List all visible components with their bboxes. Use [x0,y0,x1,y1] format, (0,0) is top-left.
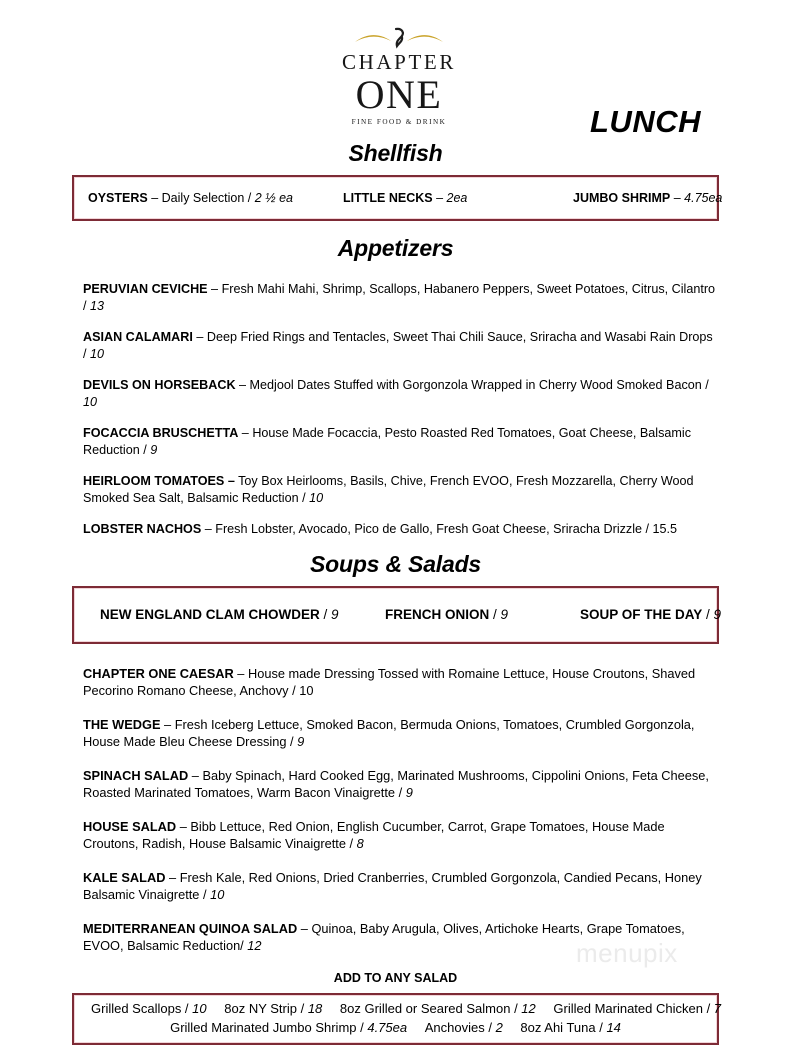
addon-item [340,1001,536,1016]
item-desc: / [319,607,331,622]
item-price: 9 [331,607,339,622]
item-name: SPINACH SALAD [83,767,189,783]
item-name: PERUVIAN CEVICHE [83,282,208,296]
menu-item [83,818,717,853]
menu-item [83,665,717,700]
addon-label: Grilled Scallops / [91,1000,193,1016]
item-price: 8 [356,836,364,851]
addon-item [553,1001,721,1016]
item-name: SOUP OF THE DAY [580,607,703,622]
spacer [0,538,791,551]
shellfish-item-oysters [88,191,343,205]
addon-item [170,1020,407,1035]
menu-item [83,281,717,314]
addon-price: 7 [713,1000,722,1016]
item-desc: – Baby Spinach, Hard Cooked Egg, Marinated Mushrooms, Cippolini Onions, Feta Cheese, Roasted Marinated Tomatoes, Warm Bacon Vinaigrette / [83,767,709,800]
item-desc: Toy Box Heirlooms, Basils, Chive, French EVOO, Fresh Mozzarella, Cherry Wood Smoked Sea Salt, Balsamic Reduction / [83,474,694,505]
item-price: 9 [297,734,305,749]
item-price: 9 [713,607,722,622]
addon-label: 8oz NY Strip / [224,1000,308,1016]
item-price: 10 [83,394,98,409]
menu-item [83,473,717,506]
item-price: 2ea [446,191,468,205]
menu-item [83,425,717,458]
item-desc: / [489,607,501,622]
addons-row-1 [84,999,722,1018]
addon-item [224,1001,322,1016]
addon-item [91,1001,207,1016]
menu-item [83,521,717,538]
shellfish-item-little-necks [343,191,573,205]
addon-price: 4.75ea [367,1019,408,1035]
item-dash: – [432,191,447,205]
addon-label: Grilled Marinated Jumbo Shrimp / [170,1019,368,1035]
section-title-soups-salads: Soups & Salads [309,550,482,577]
menu-item [83,767,717,802]
item-desc: – Bibb Lettuce, Red Onion, English Cucumber, Carrot, Grape Tomatoes, House Made Croutons, Radish, House Balsamic Vinaigrette / [83,818,665,851]
item-name: NEW ENGLAND CLAM CHOWDER [100,607,320,622]
item-desc: / [702,607,714,622]
logo-chapter-text: CHAPTER [342,50,456,74]
item-desc: – House made Dressing Tossed with Romaine Lettuce, House Croutons, Shaved Pecorino Romano Cheese, Anchovy / 10 [83,665,696,698]
item-name: THE WEDGE [83,716,161,732]
soup-item-french-onion [385,607,580,622]
soup-item-clam-chowder [88,607,385,622]
menu-item [83,716,717,751]
menu-item [83,329,717,362]
item-desc: – Quinoa, Baby Arugula, Olives, Artichoke Hearts, Grape Tomatoes, EVOO, Balsamic Reduction/ [83,920,685,953]
item-name: KALE SALAD [83,869,166,885]
item-name: LITTLE NECKS [343,191,433,205]
logo-tagline: FINE FOOD & DRINK [351,118,447,126]
menu-item [83,377,717,410]
shellfish-item-jumbo-shrimp [573,191,722,205]
shellfish-box [72,175,723,221]
item-desc: – Deep Fried Rings and Tentacles, Sweet Thai Chili Sauce, Sriracha and Wasabi Rain Drops / [83,330,713,361]
item-price: 2 ½ ea [254,191,293,205]
item-name: CHAPTER ONE CAESAR [83,665,234,681]
item-desc: Daily Selection / [161,191,255,205]
menu-header [0,0,791,140]
item-desc: – House Made Focaccia, Pesto Roasted Red Tomatoes, Goat Cheese, Balsamic Reduction / [83,426,691,457]
item-price: 9 [405,785,413,800]
flourish-ornament-icon [339,26,459,50]
addon-label: 8oz Grilled or Seared Salmon / [339,1000,522,1016]
item-name: HOUSE SALAD [83,818,177,834]
addons-heading: ADD TO ANY SALAD [333,970,458,985]
addon-label: Anchovies / [424,1019,496,1035]
item-price: 4.75ea [684,191,723,205]
item-price: 9 [500,607,509,622]
addon-price: 12 [521,1000,536,1016]
logo-one-text: ONE [355,72,443,117]
item-desc: – Fresh Iceberg Lettuce, Smoked Bacon, Bermuda Onions, Tomatoes, Crumbled Gorgonzola, House Made Bleu Cheese Dressing / [83,716,695,749]
item-name: HEIRLOOM TOMATOES – [83,474,235,488]
addon-price: 14 [606,1019,621,1035]
salads-list [0,665,791,955]
item-price: 10 [90,346,105,361]
addon-label: Grilled Marinated Chicken / [553,1000,714,1016]
item-price: 9 [150,442,158,457]
item-name: FRENCH ONION [385,607,490,622]
item-desc: – Fresh Lobster, Avocado, Pico de Gallo, Fresh Goat Cheese, Sriracha Drizzle / 15.5 [201,522,678,536]
soups-box [72,586,722,644]
item-price: 10 [309,490,324,505]
addon-item [425,1020,503,1035]
item-price: 10 [210,887,225,902]
item-name: LOBSTER NACHOS [83,522,202,536]
item-dash: – [147,191,162,205]
page-title: LUNCH [590,104,701,139]
item-price: 12 [247,938,262,953]
item-desc: – Medjool Dates Stuffed with Gorgonzola Wrapped in Cherry Wood Smoked Bacon / [235,378,709,392]
soup-item-soup-of-the-day [580,607,739,622]
addons-row-2 [84,1018,707,1037]
restaurant-logo [339,26,459,129]
item-price: 13 [90,298,105,313]
appetizers-list [0,281,791,538]
item-desc: – Fresh Kale, Red Onions, Dried Cranberries, Crumbled Gorgonzola, Candied Pecans, Honey Balsamic Vinaigrette / [83,869,702,902]
addon-price: 10 [192,1000,207,1016]
menu-item [83,869,717,904]
section-title-shellfish: Shellfish [348,140,443,166]
spacer [0,221,791,235]
addon-label: 8oz Ahi Tuna / [520,1019,607,1035]
item-dash: – [670,191,685,205]
menupix-watermark: menupix [576,938,678,968]
item-name: DEVILS ON HORSEBACK [83,378,236,392]
item-desc: – Fresh Mahi Mahi, Shrimp, Scallops, Habanero Peppers, Sweet Potatoes, Citrus, Cilantro / [83,282,716,313]
item-name: FOCACCIA BRUSCHETTA [83,426,239,440]
item-name: MEDITERRANEAN QUINOA SALAD [83,920,298,936]
addons-box [72,993,722,1045]
item-name: ASIAN CALAMARI [83,330,193,344]
section-title-appetizers: Appetizers [337,235,454,261]
addon-price: 18 [307,1000,323,1016]
item-name: OYSTERS [88,191,148,205]
addon-item [520,1020,620,1035]
addon-price: 2 [495,1019,503,1035]
item-name: JUMBO SHRIMP [573,191,671,205]
